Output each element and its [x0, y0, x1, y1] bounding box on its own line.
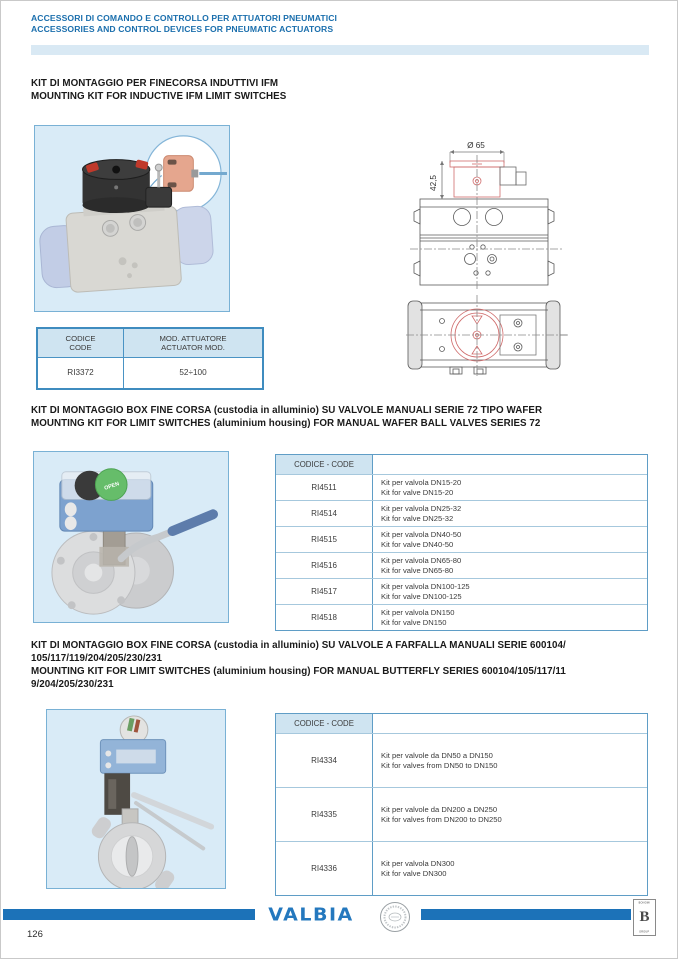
open-label: OPEN: [103, 481, 121, 492]
section3-title-it-2: 105/117/119/204/205/230/231: [31, 653, 163, 664]
page-number: 126: [27, 929, 43, 940]
wafer-valve-kit-table: [275, 454, 648, 631]
section2-title-it: KIT DI MONTAGGIO BOX FINE CORSA (custodia in alluminio) SU VALVOLE MANUALI SERIE 72 TIPO WAFER: [31, 405, 543, 416]
table3-header: CODICE - CODE: [276, 714, 373, 733]
actuator-illustration: [35, 126, 229, 311]
section3-title: [31, 639, 566, 691]
table-row: RI4515 Kit per valvola DN40-50 Kit for valve DN40-50: [276, 526, 647, 552]
table-row: RI4335 Kit per valvole da DN200 a DN250 Kit for valves from DN200 to DN250: [276, 787, 647, 841]
table-row: RI4516 Kit per valvola DN65-80 Kit for valve DN65-80: [276, 552, 647, 578]
bonomi-group-logo: [633, 899, 656, 936]
ball-valve-illustration: [34, 452, 228, 622]
table2-header: CODICE - CODE: [276, 455, 373, 474]
actuator-photo: [34, 125, 230, 312]
section2-title: [31, 404, 542, 430]
header-title-it: ACCESSORI DI COMANDO E CONTROLLO PER ATTUATORI PNEUMATICI: [31, 13, 338, 23]
drawing-height-dim: 42,5: [429, 175, 438, 191]
section1-title-it: KIT DI MONTAGGIO PER FINECORSA INDUTTIVI IFM: [31, 78, 279, 89]
table3-header-row: [276, 714, 647, 733]
footer-bar-left: [3, 909, 255, 920]
section1-title: [31, 77, 286, 103]
header-divider-bar: [31, 45, 649, 55]
page-header: [31, 13, 337, 35]
ifm-kit-table: [36, 327, 264, 390]
table1-header-code: CODICE CODE: [38, 329, 124, 358]
table1-model-value: 52÷100: [179, 368, 207, 378]
drawing-diameter-dim: Ø 65: [467, 141, 485, 150]
section3-title-en-1: MOUNTING KIT FOR LIMIT SWITCHES (aluminium housing) FOR MANUAL BUTTERFLY SERIES 600104/105/117/11: [31, 666, 566, 677]
table-row: RI4334 Kit per valvole da DN50 a DN150 Kit for valves from DN50 to DN150: [276, 733, 647, 787]
table-row: RI4514 Kit per valvola DN25-32 Kit for valve DN25-32: [276, 500, 647, 526]
limit-switch-indicator-icon: [83, 159, 150, 213]
table2-header-row: [276, 455, 647, 474]
technical-drawing: [406, 137, 568, 377]
bonomi-b-letter: B: [639, 909, 650, 925]
valbia-logo: [257, 903, 365, 927]
certification-seal-icon: [379, 901, 411, 933]
table1-code-value: RI3372: [38, 358, 124, 388]
section1-title-en: MOUNTING KIT FOR INDUCTIVE IFM LIMIT SWITCHES: [31, 91, 287, 102]
table-row: RI4518 Kit per valvola DN150 Kit for valve DN150: [276, 604, 647, 630]
butterfly-valve-illustration: [47, 710, 225, 888]
section3-title-it-1: KIT DI MONTAGGIO BOX FINE CORSA (custodia in alluminio) SU VALVOLE A FARFALLA MANUALI SERIE 600104/: [31, 640, 566, 651]
butterfly-valve-photo: [46, 709, 226, 889]
footer-bar-right: [421, 909, 631, 920]
butterfly-valve-kit-table: [275, 713, 648, 896]
ball-valve-photo: [33, 451, 229, 623]
valbia-logo-text: VALBIA: [268, 904, 354, 926]
table-row: RI4336 Kit per valvola DN300 Kit for valve DN300: [276, 841, 647, 895]
header-title-en: ACCESSORIES AND CONTROL DEVICES FOR PNEUMATIC ACTUATORS: [31, 24, 334, 34]
section3-title-en-2: 9/204/205/230/231: [31, 679, 114, 690]
table-row: RI4511 Kit per valvola DN15-20 Kit for valve DN15-20: [276, 474, 647, 500]
table-row: RI4517 Kit per valvola DN100-125 Kit for valve DN100-125: [276, 578, 647, 604]
group-label: GROUP: [639, 930, 650, 934]
table1-header-actuator-model: MOD. ATTUATORE ACTUATOR MOD.: [124, 329, 262, 358]
bonomi-label: BONOMI: [638, 901, 651, 905]
section2-title-en: MOUNTING KIT FOR LIMIT SWITCHES (aluminium housing) FOR MANUAL WAFER BALL VALVES SERIES 72: [31, 418, 541, 429]
